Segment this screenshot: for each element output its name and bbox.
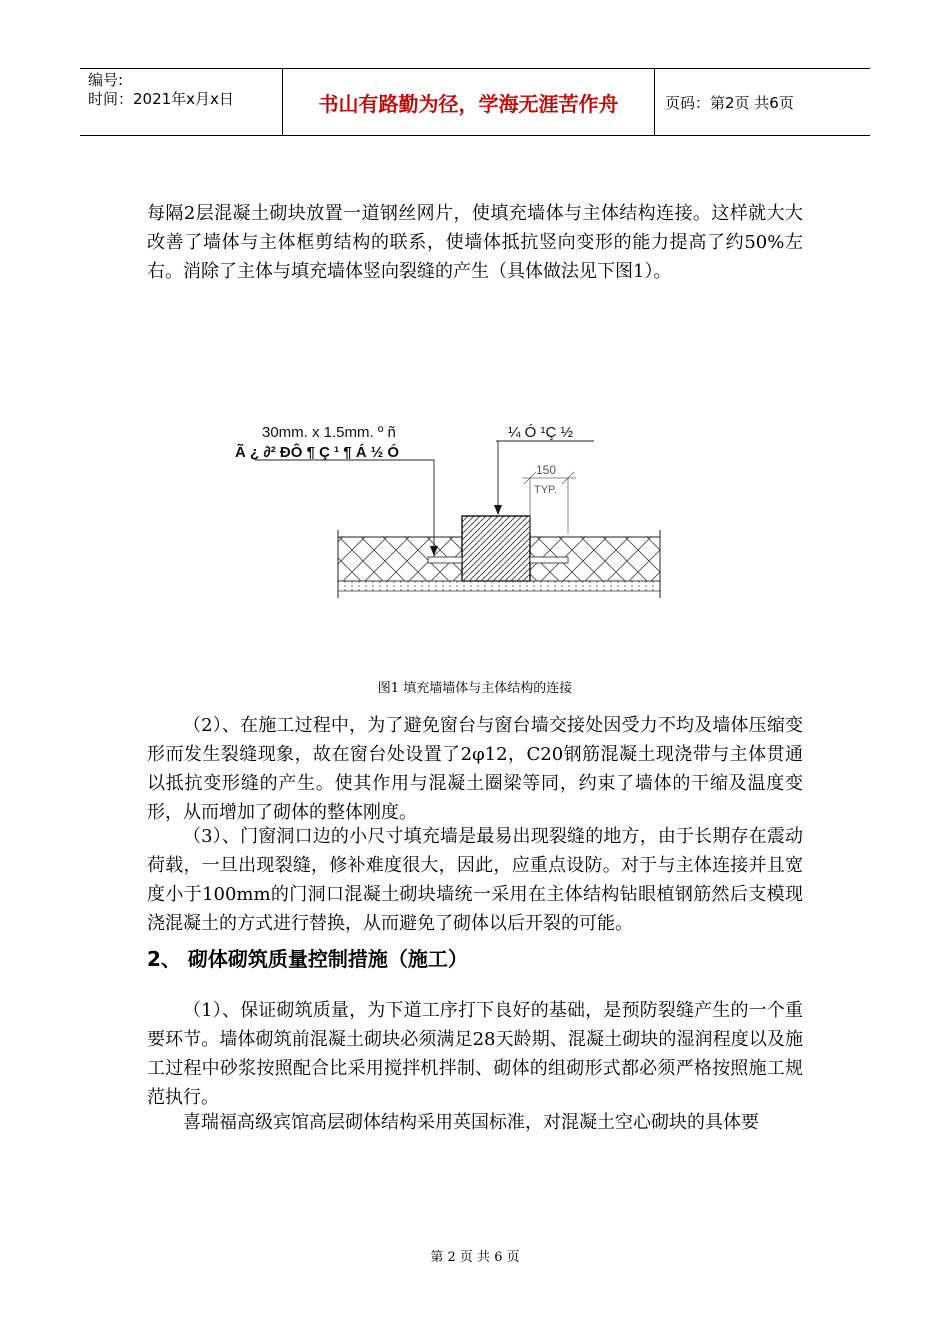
dimension-lines — [522, 472, 576, 534]
label-column: ¼ Ó ¹Ç ½ — [508, 424, 574, 441]
document-number-label: 编号: — [88, 71, 124, 89]
page-header — [80, 68, 870, 136]
label-mesh-line1: 30mm. x 1.5mm. º ñ — [262, 424, 396, 441]
concrete-column — [462, 516, 530, 581]
paragraph-4: （1）、保证砌筑质量，为下道工序打下良好的基础，是预防裂缝产生的一个重要环节。墙体砌筑前混凝土砌块必须满足28天龄期、混凝土砌块的湿润程度以及施工过程中砂浆按照配合比采用搅拌机拌制、砌体的组砌形式都必须严格按照施工规范执行。 — [147, 1000, 803, 1108]
document-date: 时间：2021年x月x日 — [88, 90, 234, 108]
page-footer: 第 2 页 共 6 页 — [430, 1250, 520, 1265]
section-heading-2: 2、 砌体砌筑质量控制措施（施工） — [147, 947, 468, 971]
leader-column — [496, 441, 594, 508]
dim-typ: TYP. — [534, 484, 558, 496]
wall-right — [530, 537, 660, 581]
paragraph-1: 每隔2层混凝土砌块放置一道钢丝网片，使填充墙体与主体结构连接。这样就大大改善了墙体与主体框剪结构的联系，使墙体抵抗竖向变形的能力提高了约50%左右。消除了主体与填充墙体竖向裂缝的产生（具体做法见下图1）。 — [147, 203, 803, 282]
wire-mesh-right — [530, 557, 568, 563]
wall-left — [338, 537, 462, 581]
header-page-info: 页码：第2页 共6页 — [665, 93, 794, 112]
arrow-mesh — [430, 546, 438, 556]
header-meta — [80, 69, 282, 135]
paragraph-5: 喜瑞福高级宾馆高层砌体结构采用英国标准，对混凝土空心砌块的具体要 — [183, 1112, 759, 1133]
dim-value: 150 — [536, 463, 557, 477]
leader-mesh — [255, 460, 434, 548]
arrow-column — [494, 505, 502, 515]
paragraph-2: （2）、在施工过程中，为了避免窗台与窗台墙交接处因受力不均及墙体压缩变形而发生裂缝现象，故在窗台处设置了2φ12，C20钢筋混凝土现浇带与主体贯通以抵抗变形缝的产生。使其作用与混凝土圈梁等同，约束了墙体的干缩及温度变形，从而增加了砌体的整体刚度。 — [147, 715, 803, 823]
paragraph-3: （3）、门窗洞口边的小尺寸填充墙是最易出现裂缝的地方，由于长期存在震动荷载，一旦出现裂缝，修补难度很大，因此，应重点设防。对于与主体连接并且宽度小于100mm的门洞口混凝土砌块墙统一采用在主体结构钻眼植钢筋然后支模现浇混凝土的方式进行替换，从而避免了砌体以后开裂的可能。 — [147, 826, 803, 934]
floor-slab — [338, 581, 660, 591]
figure-caption: 图1 填充墙墙体与主体结构的连接 — [377, 681, 573, 696]
header-motto: 书山有路勤为径，学海无涯苦作舟 — [282, 69, 655, 135]
wire-mesh-left — [428, 557, 462, 563]
label-mesh-line2: Ã ¿ ∂² ÐÔ ¶ Ç ¹ ¶ Á ½ Ó — [235, 444, 400, 461]
